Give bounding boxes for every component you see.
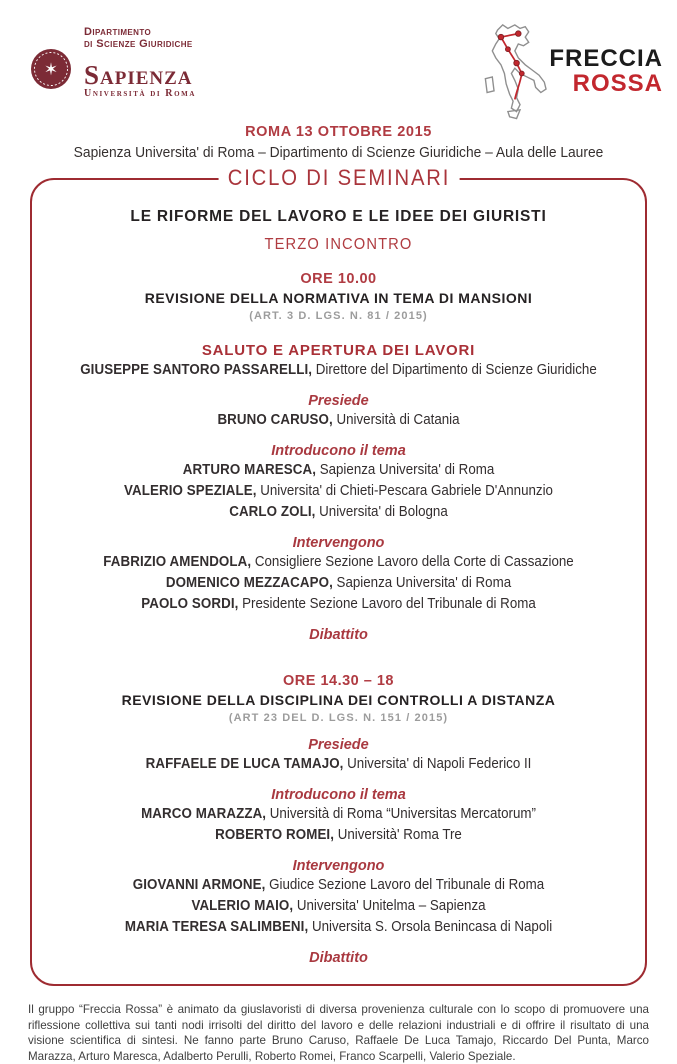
rossa-text: ROSSA [572,70,663,97]
sapienza-crest-icon [30,48,72,90]
speaker-role: Universita S. Orsola Benincasa di Napoli [311,919,553,935]
opening-heading: SALUTO E APERTURA DEI LAVORI [201,342,476,359]
role-label: Intervengono [292,858,385,874]
speaker-role: Università' Roma Tre [337,827,462,843]
speaker-name: FABRIZIO AMENDOLA, [103,554,252,570]
event-venue: Sapienza Universita' di Roma – Dipartimento di Scienze Giuridiche – Aula delle Lauree [73,144,604,161]
role-label: Introducono il tema [271,787,406,803]
speaker-name: ARTURO MARESCA, [182,462,317,478]
speaker-role: Sapienza Universita' di Roma [336,575,512,591]
session1-topic: REVISIONE DELLA NORMATIVA IN TEMA DI MANSIONI [144,290,533,306]
speaker-role: Presidente Sezione Lavoro del Tribunale di Roma [242,596,536,612]
speaker-row [68,594,610,614]
event-date: ROMA 13 OTTOBRE 2015 [245,124,432,140]
speaker-name: VALERIO MAIO, [191,898,294,914]
speaker-name: PAOLO SORDI, [141,596,239,612]
debate-label: Dibattito [309,950,368,966]
speaker-role: Universita' Unitelma – Sapienza [296,898,486,914]
speaker-row [68,875,610,895]
group-description: Il gruppo “Freccia Rossa” è animato da giuslavoristi di diversa provenienza culturale con lo scopo di promuovere una riflessione collettiva sui tanti nodi irrisolti del diritto del lavoro e delle relazioni industriali e di offrire il risultato di una visione scientifica di sintesi. Ne fanno parte Bruno Caruso, Raffaele De Luca Tamajo, Riccardo Del Punta, Marco Marazza, Arturo Maresca, Adalberto Perulli, Roberto Romei, Franco Scarpelli, Valerio Speziale. [28,1003,649,1063]
sapienza-brand [30,26,196,99]
dept-name-line2: di Scienze Giuridiche [84,38,193,50]
speaker-row [68,573,610,593]
role-label: Introducono il tema [271,443,406,459]
speaker-row [68,460,610,480]
speaker-name: ROBERTO ROMEI, [215,827,335,843]
speaker-name: DOMENICO MEZZACAPO, [165,575,333,591]
session-label: TERZO INCONTRO [264,236,413,253]
speaker-row [68,917,610,937]
session2-topic: REVISIONE DELLA DISCIPLINA DEI CONTROLLI A DISTANZA [121,692,556,708]
speaker-row [68,360,610,380]
speaker-role: Direttore del Dipartimento di Scienze Giuridiche [315,362,597,378]
seminar-title: LE RIFORME DEL LAVORO E LE IDEE DEI GIURISTI [130,208,547,225]
speaker-role: Sapienza Universita' di Roma [319,462,495,478]
speaker-role: Università di Roma “Universitas Mercatorum” [269,806,536,822]
speaker-role: Consigliere Sezione Lavoro della Corte di Cassazione [254,554,574,570]
debate-label: Dibattito [309,627,368,643]
speaker-name: VALERIO SPEZIALE, [124,483,257,499]
dept-name-line1: Dipartimento [84,26,152,38]
speaker-row [68,896,610,916]
speaker-name: GIOVANNI ARMONE, [132,877,266,893]
session1-time: ORE 10.00 [300,271,377,287]
series-title: CICLO DI SEMINARI [218,165,459,191]
speaker-role: Giudice Sezione Lavoro del Tribunale di Roma [269,877,545,893]
speaker-row [68,825,610,845]
speaker-row [68,754,610,774]
sapienza-wordmark: Sapienza [84,60,193,90]
sapienza-brand-text [84,26,196,99]
speaker-name: MARIA TERESA SALIMBENI, [124,919,309,935]
speaker-name: RAFFAELE DE LUCA TAMAJO, [145,756,344,772]
role-label: Intervengono [292,535,385,551]
speaker-row [68,481,610,501]
speaker-role: Universita' di Bologna [319,504,448,520]
session1-law-ref: (ART. 3 D. LGS. N. 81 / 2015) [249,310,428,322]
role-label: Presiede [308,393,369,409]
page-header [0,0,677,178]
speaker-name: MARCO MARAZZA, [141,806,267,822]
speaker-role: Università di Catania [336,412,460,428]
speaker-name: GIUSEPPE SANTORO PASSARELLI, [80,362,313,378]
freccia-rossa-wordmark [549,46,663,96]
session2-time: ORE 14.30 – 18 [283,673,394,689]
freccia-rossa-logo [463,18,663,122]
speaker-row [68,804,610,824]
speaker-row [68,410,610,430]
svg-text:✶: ✶ [43,60,59,80]
role-label: Presiede [308,737,369,753]
speaker-name: BRUNO CARUSO, [217,412,333,428]
speaker-row [68,552,610,572]
freccia-text: FRECCIA [549,45,663,72]
speaker-role: Universita' di Napoli Federico II [347,756,532,772]
italy-map-icon [463,18,558,122]
speaker-row [68,502,610,522]
sapienza-wordmark-sub: Università di Roma [84,88,197,99]
speaker-name: CARLO ZOLI, [229,504,316,520]
session2-law-ref: (ART 23 DEL D. LGS. N. 151 / 2015) [228,712,449,724]
speaker-role: Universita' di Chieti-Pescara Gabriele D'Annunzio [260,483,553,499]
programme-box [30,165,647,986]
